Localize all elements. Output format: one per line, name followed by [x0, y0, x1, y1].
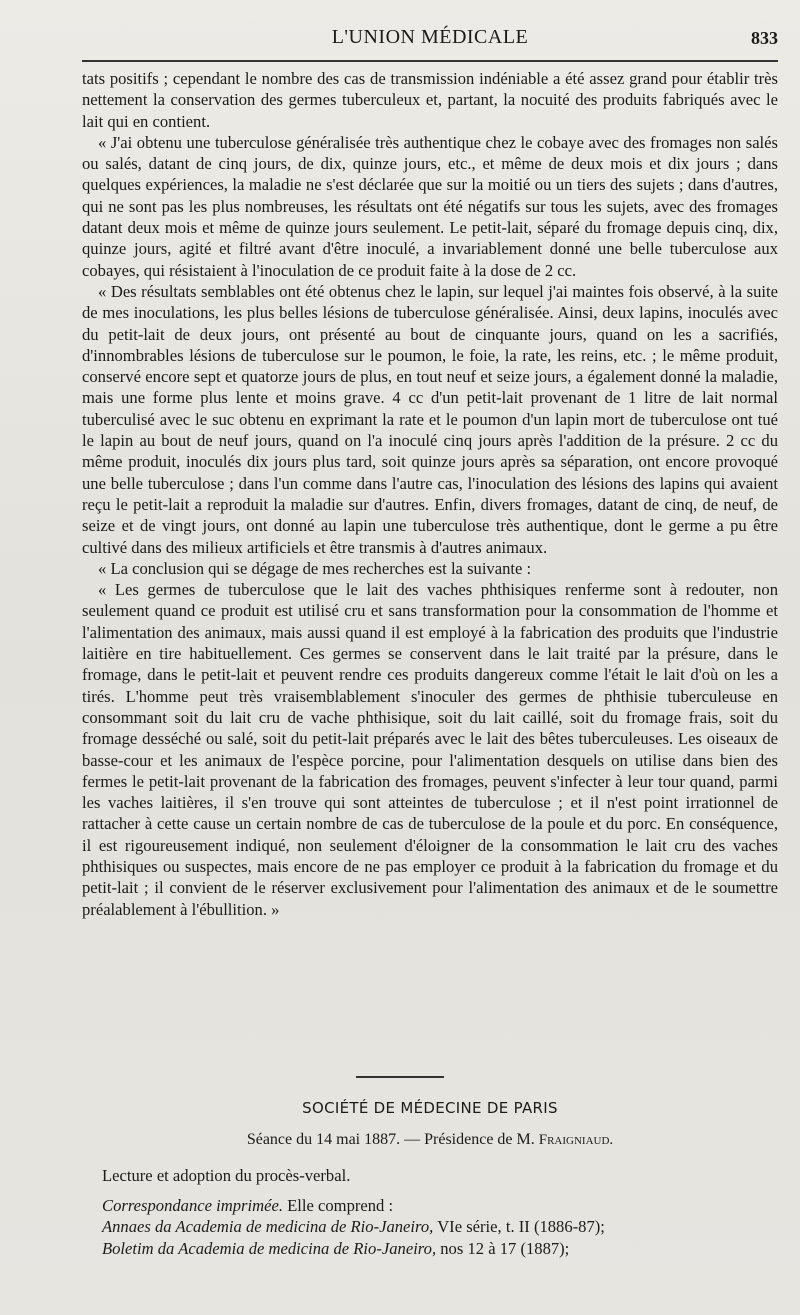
item-title: Annaes da Academia de medicina de Rio-Janeiro,	[102, 1217, 434, 1236]
running-head	[82, 26, 778, 58]
item-title: Boletim da Academia de medicina de Rio-Janeiro,	[102, 1238, 437, 1258]
item-detail: nos 12 à 17 (1887);	[440, 1238, 570, 1258]
correspondence-item	[102, 1238, 778, 1260]
session-line	[82, 1131, 778, 1149]
paragraph: « Les germes de tuberculose que le lait des vaches phthisiques renferme sont à redouter, non seulement quand ce produit est utilisé cru et sans transformation pour la consommation de l'homme et l'alimentation des animaux, mais aussi quand il est employé à la fabrication des produits que l'industrie laitière en tire habituellement. Ces germes se conservent dans le lait traité par la présure, dans le fromage, dans le petit-lait et peuvent rendre ces produits dangereux comme l'était le lait d'où on les a tirés. L'homme peut très vraisemblablement s'inoculer des germes de phthisie tuberculeuse en consommant soit du lait cru de vache phthisique, soit du lait caillé, soit du fromage frais, soit du fromage desséché ou salé, soit du petit-lait préparés avec le lait des bêtes tuberculeuses. Les oiseaux de basse-cour et les animaux de l'espèce porcine, pour l'alimentation desquels on utilise dans bien des fermes le petit-lait provenant de la fabrication des fromages, peuvent s'infecter à leur tour quand, parmi les vaches laitières, il s'en trouve qui sont atteintes de tuberculose ; et il n'est point irrationnel de rattacher à cette cause un certain nombre de cas de tuberculose de la poule et du porc. En conséquence, il est rigoureusement indiqué, non seulement d'éloigner de la consommation le lait cru des vaches phthisiques ou suspectes, mais encore de ne pas employer ce produit à la fabrication du fromage et du petit-lait ; il convient de le réserver exclusivement pour l'alimentation des animaux et de le soumettre préalablement à l'ébullition. »	[82, 580, 778, 919]
article-body	[82, 68, 778, 920]
paragraph: « J'ai obtenu une tuberculose généralisée très authentique chez le cobaye avec des fromages non salés ou salés, datant de cinq jours, de dix, quinze jours, etc., et même de deux mois et dix jours ; dans quelques expériences, la maladie ne s'est déclarée que sur la moitié ou un tiers des sujets ; dans d'autres, qui ne sont pas les plus nombreuses, les résultats ont été négatifs sur tous les sujets, avec des fromages datant deux mois et même de quinze jours seulement. Le petit-lait, séparé du fromage depuis cinq, dix, quinze jours, agité et filtré avant d'être inoculé, a invariablement donné une belle tuberculose aux cobayes, qui résistaient à l'inoculation de ce produit faite à la dose de 2 cc.	[82, 132, 778, 280]
item-detail: VIe série, t. II (1886-87);	[437, 1217, 605, 1236]
correspondence-text: Elle comprend :	[287, 1195, 394, 1215]
minutes-block	[102, 1165, 778, 1259]
correspondence-label: Correspondance imprimée.	[102, 1195, 283, 1215]
header-rule	[82, 60, 778, 62]
correspondence-item	[102, 1216, 778, 1238]
paragraph: « La conclusion qui se dégage de mes recherches est la suivante :	[98, 558, 532, 578]
minutes-line: Lecture et adoption du procès-verbal.	[102, 1166, 351, 1185]
correspondence-line	[102, 1195, 778, 1217]
president-name: Fraigniaud.	[538, 1132, 614, 1148]
journal-title: L'UNION MÉDICALE	[331, 26, 529, 48]
page-number: 833	[751, 28, 778, 48]
section-heading: SOCIÉTÉ DE MÉDECINE DE PARIS	[302, 1099, 558, 1117]
session-date: Séance du 14 mai 1887. — Présidence de M.	[246, 1131, 535, 1148]
paragraph: « Des résultats semblables ont été obtenus chez le lapin, sur lequel j'ai maintes fois observé, à la suite de mes inoculations, les plus belles lésions de tuberculose généralisée. Ainsi, deux lapins, inoculés avec du petit-lait de deux jours, ont présenté au bout de cinquante jours, quand on les a sacrifiés, d'innombrables lésions de tuberculose sur le poumon, le foie, la rate, les reins, etc. ; le même produit, conservé encore sept et quatorze jours de plus, en tout neuf et seize jours, a également donné la maladie, mais une forme plus lente et moins grave. 4 cc d'un petit-lait provenant de 1 litre de lait normal tuberculisé avec le suc obtenu en exprimant la rate et le poumon d'un lapin mort de tuberculose ont tué le lapin au bout de neuf jours, quand on l'a inoculé cinq jours après l'addition de la présure. 2 cc du même produit, inoculés dix jours plus tard, soit quinze jours après sa séparation, ont encore provoqué une belle tuberculose ; dans l'un comme dans l'autre cas, l'inoculation des lésions des lapins qui avaient reçu le petit-lait a reproduit la maladie sur d'autres. Enfin, divers fromages, datant de cinq, de neuf, de seize et de vingt jours, ont donné au lapin une tuberculose très authentique, dont le germe a pu être cultivé dans des milieux artificiels et être transmis à d'autres animaux.	[82, 281, 778, 557]
paragraph: tats positifs ; cependant le nombre des cas de transmission indéniable a été assez grand pour établir très nettement la conservation des germes tuberculeux et, partant, la nocuité des produits fabriqués avec le lait qui en contient.	[82, 69, 778, 131]
section-separator	[356, 1076, 444, 1078]
